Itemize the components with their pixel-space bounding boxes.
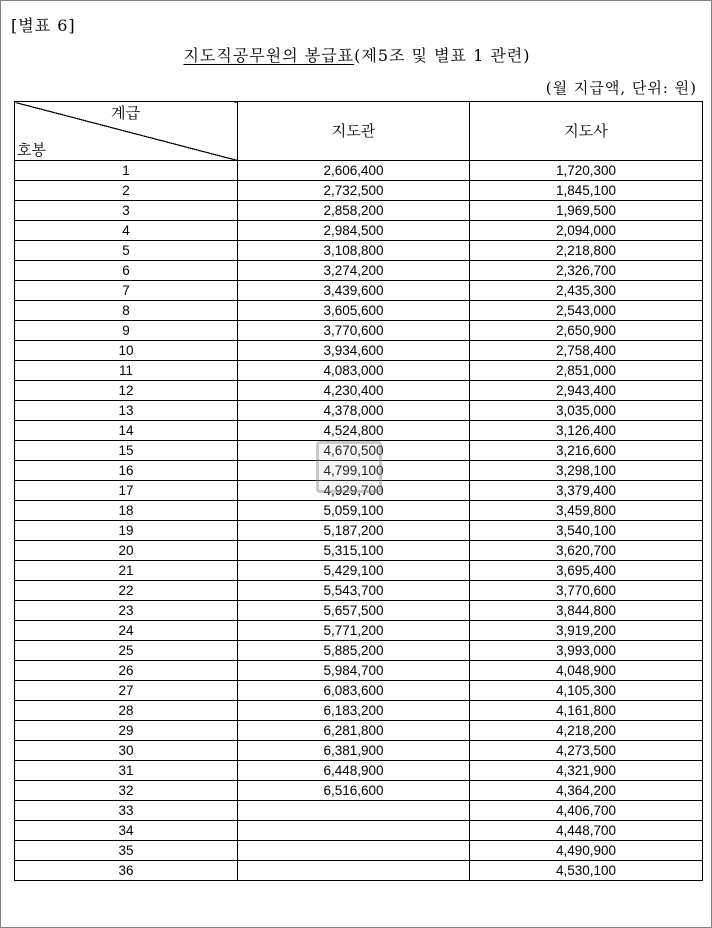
jidosa-cell: 3,298,100 — [470, 461, 703, 481]
table-row — [15, 501, 703, 521]
jidosa-cell: 3,540,100 — [470, 521, 703, 541]
table-row — [15, 661, 703, 681]
jidosa-cell: 4,105,300 — [470, 681, 703, 701]
step-cell: 21 — [15, 561, 238, 581]
table-row — [15, 341, 703, 361]
step-cell: 13 — [15, 401, 238, 421]
jidosa-cell: 2,326,700 — [470, 261, 703, 281]
table-row — [15, 681, 703, 701]
jidogwan-cell: 4,670,500 — [238, 441, 470, 461]
step-cell: 17 — [15, 481, 238, 501]
table-row — [15, 321, 703, 341]
table-row — [15, 581, 703, 601]
step-cell: 24 — [15, 621, 238, 641]
jidogwan-cell — [238, 841, 470, 861]
jidosa-cell: 4,161,800 — [470, 701, 703, 721]
jidogwan-cell — [238, 801, 470, 821]
jidosa-cell: 1,969,500 — [470, 201, 703, 221]
table-row — [15, 541, 703, 561]
table-row — [15, 201, 703, 221]
step-cell: 30 — [15, 741, 238, 761]
step-cell: 4 — [15, 221, 238, 241]
jidosa-cell: 4,364,200 — [470, 781, 703, 801]
table-row — [15, 821, 703, 841]
jidosa-cell: 3,035,000 — [470, 401, 703, 421]
step-header: 호봉 — [17, 142, 46, 159]
step-cell: 35 — [15, 841, 238, 861]
jidogwan-cell: 3,439,600 — [238, 281, 470, 301]
step-cell: 28 — [15, 701, 238, 721]
jidosa-cell: 1,845,100 — [470, 181, 703, 201]
jidosa-cell: 3,379,400 — [470, 481, 703, 501]
jidogwan-cell: 4,083,000 — [238, 361, 470, 381]
table-row — [15, 281, 703, 301]
jidogwan-cell: 5,543,700 — [238, 581, 470, 601]
jidosa-cell: 3,993,000 — [470, 641, 703, 661]
diagonal-header-cell — [15, 102, 238, 161]
jidogwan-cell: 5,657,500 — [238, 601, 470, 621]
table-row — [15, 261, 703, 281]
table-row — [15, 601, 703, 621]
jidogwan-cell — [238, 861, 470, 881]
jidosa-cell: 3,695,400 — [470, 561, 703, 581]
jidogwan-cell: 5,059,100 — [238, 501, 470, 521]
table-row — [15, 241, 703, 261]
col-jidosa-header: 지도사 — [470, 102, 703, 161]
step-cell: 1 — [15, 161, 238, 181]
step-cell: 16 — [15, 461, 238, 481]
step-cell: 19 — [15, 521, 238, 541]
step-cell: 26 — [15, 661, 238, 681]
jidosa-cell: 2,650,900 — [470, 321, 703, 341]
jidogwan-cell: 3,274,200 — [238, 261, 470, 281]
table-body — [15, 161, 703, 881]
step-cell: 12 — [15, 381, 238, 401]
table-row — [15, 641, 703, 661]
jidogwan-cell: 3,605,600 — [238, 301, 470, 321]
jidosa-cell: 1,720,300 — [470, 161, 703, 181]
step-cell: 8 — [15, 301, 238, 321]
table-row — [15, 841, 703, 861]
jidosa-cell: 3,770,600 — [470, 581, 703, 601]
jidosa-cell: 4,530,100 — [470, 861, 703, 881]
table-row — [15, 561, 703, 581]
jidogwan-cell: 2,858,200 — [238, 201, 470, 221]
jidogwan-cell: 6,516,600 — [238, 781, 470, 801]
header-row — [15, 102, 703, 161]
jidosa-cell: 4,048,900 — [470, 661, 703, 681]
title-reference: (제5조 및 별표 1 관련) — [354, 46, 531, 65]
annex-label: [별표 6] — [11, 16, 76, 35]
step-cell: 20 — [15, 541, 238, 561]
jidogwan-cell: 5,315,100 — [238, 541, 470, 561]
step-cell: 31 — [15, 761, 238, 781]
jidogwan-cell: 6,281,800 — [238, 721, 470, 741]
table-row — [15, 741, 703, 761]
jidosa-cell: 2,543,000 — [470, 301, 703, 321]
jidosa-cell: 2,943,400 — [470, 381, 703, 401]
table-row — [15, 801, 703, 821]
table-row — [15, 861, 703, 881]
jidogwan-cell: 3,770,600 — [238, 321, 470, 341]
jidosa-cell: 3,126,400 — [470, 421, 703, 441]
document-title — [1, 43, 712, 66]
jidogwan-cell: 6,448,900 — [238, 761, 470, 781]
jidogwan-cell: 5,885,200 — [238, 641, 470, 661]
step-cell: 7 — [15, 281, 238, 301]
jidogwan-cell: 4,929,700 — [238, 481, 470, 501]
jidosa-cell: 4,218,200 — [470, 721, 703, 741]
step-cell: 33 — [15, 801, 238, 821]
jidogwan-cell: 6,083,600 — [238, 681, 470, 701]
jidogwan-cell: 5,429,100 — [238, 561, 470, 581]
jidosa-cell: 4,321,900 — [470, 761, 703, 781]
jidosa-cell: 2,435,300 — [470, 281, 703, 301]
step-cell: 5 — [15, 241, 238, 261]
jidosa-cell: 4,406,700 — [470, 801, 703, 821]
table-row — [15, 301, 703, 321]
step-cell: 3 — [15, 201, 238, 221]
salary-table — [14, 101, 703, 881]
step-cell: 34 — [15, 821, 238, 841]
table-row — [15, 621, 703, 641]
jidogwan-cell: 5,984,700 — [238, 661, 470, 681]
jidogwan-cell — [238, 821, 470, 841]
jidosa-cell: 3,216,600 — [470, 441, 703, 461]
table-row — [15, 221, 703, 241]
jidogwan-cell: 3,108,800 — [238, 241, 470, 261]
table-row — [15, 461, 703, 481]
grade-header: 계급 — [111, 105, 140, 122]
jidosa-cell: 2,094,000 — [470, 221, 703, 241]
jidosa-cell: 2,218,800 — [470, 241, 703, 261]
table-row — [15, 701, 703, 721]
step-cell: 6 — [15, 261, 238, 281]
jidosa-cell: 3,620,700 — [470, 541, 703, 561]
table-row — [15, 401, 703, 421]
jidogwan-cell: 2,984,500 — [238, 221, 470, 241]
step-cell: 32 — [15, 781, 238, 801]
jidogwan-cell: 4,524,800 — [238, 421, 470, 441]
jidosa-cell: 3,919,200 — [470, 621, 703, 641]
jidogwan-cell: 6,183,200 — [238, 701, 470, 721]
jidosa-cell: 4,490,900 — [470, 841, 703, 861]
jidogwan-cell: 6,381,900 — [238, 741, 470, 761]
step-cell: 14 — [15, 421, 238, 441]
table-row — [15, 181, 703, 201]
table-row — [15, 481, 703, 501]
step-cell: 11 — [15, 361, 238, 381]
table-row — [15, 421, 703, 441]
step-cell: 9 — [15, 321, 238, 341]
step-cell: 2 — [15, 181, 238, 201]
unit-note: (월 지급액, 단위: 원) — [545, 79, 697, 97]
step-cell: 25 — [15, 641, 238, 661]
table-row — [15, 161, 703, 181]
jidogwan-cell: 3,934,600 — [238, 341, 470, 361]
step-cell: 23 — [15, 601, 238, 621]
step-cell: 36 — [15, 861, 238, 881]
jidogwan-cell: 2,606,400 — [238, 161, 470, 181]
step-cell: 18 — [15, 501, 238, 521]
title-main: 지도직공무원의 봉급표 — [183, 46, 355, 65]
jidosa-cell: 2,758,400 — [470, 341, 703, 361]
table-row — [15, 721, 703, 741]
jidogwan-cell: 4,230,400 — [238, 381, 470, 401]
table-row — [15, 521, 703, 541]
jidogwan-cell: 4,799,100 — [238, 461, 470, 481]
jidogwan-cell: 5,771,200 — [238, 621, 470, 641]
table-row — [15, 381, 703, 401]
step-cell: 22 — [15, 581, 238, 601]
jidogwan-cell: 2,732,500 — [238, 181, 470, 201]
jidosa-cell: 2,851,000 — [470, 361, 703, 381]
jidogwan-cell: 4,378,000 — [238, 401, 470, 421]
step-cell: 15 — [15, 441, 238, 461]
col-jidogwan-header: 지도관 — [238, 102, 470, 161]
table-row — [15, 441, 703, 461]
jidosa-cell: 3,459,800 — [470, 501, 703, 521]
table-row — [15, 781, 703, 801]
table-row — [15, 361, 703, 381]
jidosa-cell: 4,273,500 — [470, 741, 703, 761]
table-row — [15, 761, 703, 781]
step-cell: 27 — [15, 681, 238, 701]
step-cell: 29 — [15, 721, 238, 741]
step-cell: 10 — [15, 341, 238, 361]
jidogwan-cell: 5,187,200 — [238, 521, 470, 541]
jidosa-cell: 3,844,800 — [470, 601, 703, 621]
jidosa-cell: 4,448,700 — [470, 821, 703, 841]
